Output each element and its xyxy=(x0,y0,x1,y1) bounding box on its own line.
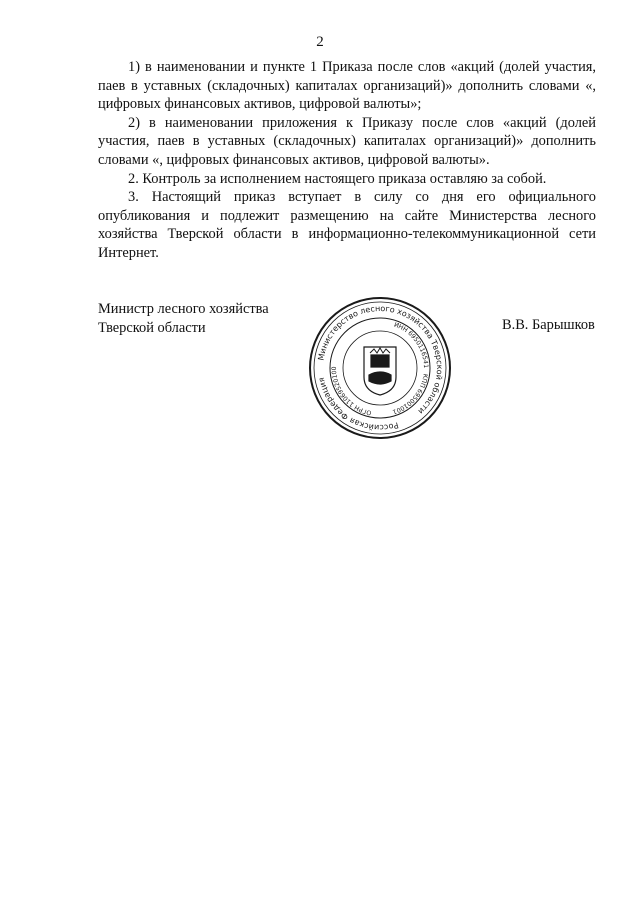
paragraph-control: 2. Контроль за исполнением настоящего приказа оставляю за собой. xyxy=(128,170,547,187)
signatory-title xyxy=(98,300,269,338)
signatory-name: В.В. Барышков xyxy=(502,317,595,333)
signatory-title-line1: Министр лесного хозяйства xyxy=(98,301,269,317)
seal-inn-text: ИНН 6950116541 xyxy=(392,321,430,369)
paragraph-item-1: 1) в наименовании и пункте 1 Приказа после слов «акций (долей участия, паев в уставных (складочных) капиталах организаций)» дополнить словами «, цифровых финансовых активов, цифровой валюты»; xyxy=(98,59,596,113)
paragraph-item-2: 2) в наименовании приложения к Приказу после слов «акций (долей участия, паев в уставных (складочных) капиталах организаций)» дополнить словами «, цифровых финансовых активов, цифровой валюты». xyxy=(98,114,596,168)
official-seal-stamp xyxy=(307,295,453,441)
coat-of-arms-icon xyxy=(364,347,396,395)
seal-ogrn-text: ОГРН 11069520100 xyxy=(330,366,373,417)
seal-outer-text: Министерство лесного хозяйства Тверской области xyxy=(316,303,445,416)
signatory-title-line2: Тверской области xyxy=(98,320,206,336)
seal-country-text: Российская Федерация xyxy=(316,376,400,433)
seal-kpp-text: КПП 695001001 xyxy=(391,373,429,416)
paragraph-effective: 3. Настоящий приказ вступает в силу со дня его официального опубликования и подлежит размещению на сайте Министерства лесного хозяйства Тверской области в информационно-телекоммуникационной сети Интернет. xyxy=(98,189,596,261)
document-body xyxy=(98,58,596,263)
page-number: 2 xyxy=(316,34,324,50)
